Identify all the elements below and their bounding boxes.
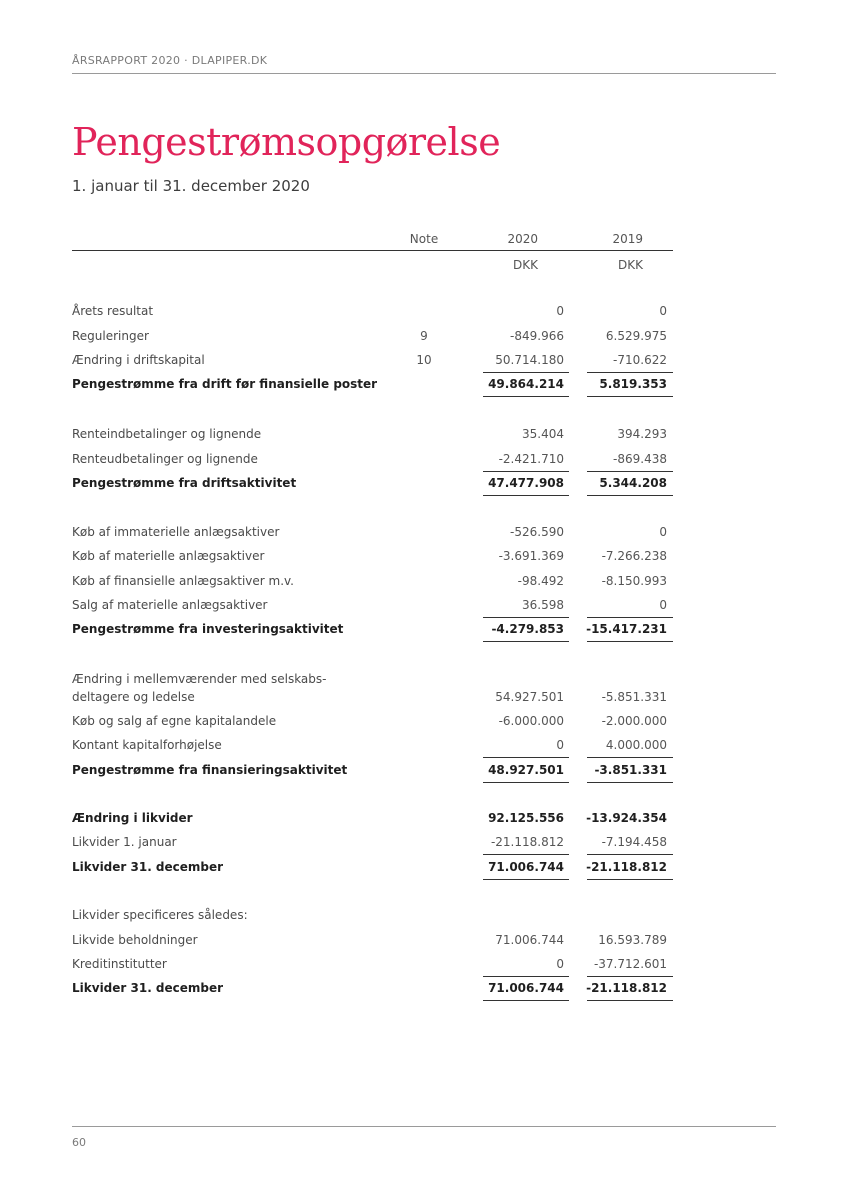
value-2020: 54.927.501: [495, 690, 564, 704]
table-row: [0, 714, 849, 730]
value-2019: 4.000.000: [605, 738, 667, 752]
value-2020: 71.006.744: [495, 933, 564, 947]
value-2019: -13.924.354: [586, 811, 667, 825]
row-label: Pengestrømme fra finansieringsaktivitet: [72, 763, 348, 777]
total-rule: [587, 1000, 673, 1001]
section-caption: [0, 908, 849, 924]
table-row: [0, 933, 849, 949]
footer-divider: [72, 1126, 776, 1127]
value-2019: -7.266.238: [601, 549, 667, 563]
value-2019: 394.293: [617, 427, 667, 441]
total-rule: [483, 782, 569, 783]
subtotal-rule: [587, 757, 673, 758]
subtotal-row: [0, 763, 849, 779]
value-2019: -8.150.993: [601, 574, 667, 588]
value-2019: 5.819.353: [599, 377, 667, 391]
row-label: Pengestrømme fra driftsaktivitet: [72, 476, 297, 490]
page-subtitle: 1. januar til 31. december 2020: [72, 177, 310, 195]
row-label: Pengestrømme fra investeringsaktivitet: [72, 622, 344, 636]
subtotal-rule: [587, 372, 673, 373]
table-row: [0, 304, 849, 320]
total-rule: [587, 782, 673, 783]
value-2020: 35.404: [522, 427, 564, 441]
total-rule: [483, 641, 569, 642]
table-row: [0, 353, 849, 369]
total-rule: [483, 879, 569, 880]
row-label: Renteudbetalinger og lignende: [72, 452, 258, 466]
page-number: 60: [72, 1136, 86, 1149]
value-2020: 0: [556, 304, 564, 318]
value-2020: 0: [556, 957, 564, 971]
subtotal-rule: [483, 854, 569, 855]
value-2020: -6.000.000: [498, 714, 564, 728]
row-label: Reguleringer: [72, 329, 149, 343]
row-note: 10: [416, 353, 432, 367]
row-label: Ændring i likvider: [72, 811, 193, 825]
subtotal-rule: [483, 471, 569, 472]
row-label: Kontant kapitalforhøjelse: [72, 738, 222, 752]
subtotal-rule: [483, 617, 569, 618]
total-rule: [483, 396, 569, 397]
table-row: [0, 598, 849, 614]
row-label: Årets resultat: [72, 304, 154, 318]
table-row: [0, 672, 849, 706]
value-2019: 0: [659, 304, 667, 318]
row-label: Likvider specificeres således:: [72, 908, 248, 922]
note-column-header: Note: [409, 232, 439, 246]
value-2020: -526.590: [510, 525, 564, 539]
value-2019: -5.851.331: [601, 690, 667, 704]
table-row: [0, 738, 849, 754]
row-label: Renteindbetalinger og lignende: [72, 427, 262, 441]
total-rule: [587, 879, 673, 880]
total-rule: [483, 495, 569, 496]
table-row: [0, 329, 849, 345]
table-row: [0, 549, 849, 565]
value-2020: -849.966: [510, 329, 564, 343]
row-label: Kreditinstitutter: [72, 957, 167, 971]
value-2020: 50.714.180: [495, 353, 564, 367]
row-label: Likvider 31. december: [72, 981, 224, 995]
value-2019: 16.593.789: [598, 933, 667, 947]
subtotal-row: [0, 981, 849, 997]
subtotal-row: [0, 377, 849, 393]
row-label: Likvider 31. december: [72, 860, 224, 874]
value-2020: 36.598: [522, 598, 564, 612]
value-2019: -21.118.812: [586, 860, 667, 874]
value-2019: 6.529.975: [605, 329, 667, 343]
row-label: Køb af finansielle anlægsaktiver m.v.: [72, 574, 294, 588]
row-label: Ændring i driftskapital: [72, 353, 205, 367]
subtotal-rule: [483, 757, 569, 758]
value-2020: -98.492: [517, 574, 564, 588]
value-2020: -21.118.812: [490, 835, 564, 849]
value-2019: -869.438: [613, 452, 667, 466]
value-2019: 5.344.208: [599, 476, 667, 490]
value-2019: -37.712.601: [593, 957, 667, 971]
value-2019: -21.118.812: [586, 981, 667, 995]
total-rule: [587, 641, 673, 642]
value-2020: 71.006.744: [488, 860, 564, 874]
value-2020: 48.927.501: [488, 763, 564, 777]
subtotal-rule: [587, 976, 673, 977]
value-2019: -2.000.000: [601, 714, 667, 728]
subtotal-rule: [587, 471, 673, 472]
subtotal-row: [0, 476, 849, 492]
row-label: Køb og salg af egne kapitalandele: [72, 714, 277, 728]
value-2019: -15.417.231: [586, 622, 667, 636]
subtotal-rule: [483, 372, 569, 373]
row-label: Køb af immaterielle anlægsaktiver: [72, 525, 280, 539]
row-label: Salg af materielle anlægsaktiver: [72, 598, 268, 612]
total-rule: [587, 495, 673, 496]
subtotal-row: [0, 811, 849, 827]
value-2020: -2.421.710: [498, 452, 564, 466]
table-row: [0, 452, 849, 468]
value-2020: 0: [556, 738, 564, 752]
subtotal-rule: [587, 854, 673, 855]
row-note: 9: [420, 329, 428, 343]
total-rule: [587, 396, 673, 397]
value-2019: -3.851.331: [594, 763, 667, 777]
value-2019: -7.194.458: [601, 835, 667, 849]
total-rule: [483, 1000, 569, 1001]
table-row: [0, 574, 849, 590]
value-2020: 47.477.908: [488, 476, 564, 490]
table-row: [0, 525, 849, 541]
value-2019: 0: [659, 525, 667, 539]
subtotal-rule: [587, 617, 673, 618]
value-2020: 71.006.744: [488, 981, 564, 995]
subtotal-row: [0, 622, 849, 638]
value-2020: -3.691.369: [498, 549, 564, 563]
row-label: Køb af materielle anlægsaktiver: [72, 549, 265, 563]
value-2020: -4.279.853: [491, 622, 564, 636]
subtotal-rule: [483, 976, 569, 977]
running-header: ÅRSRAPPORT 2020 · DLAPIPER.DK: [72, 54, 268, 67]
row-label-line1: Ændring i mellemværender med selskabs-: [72, 672, 327, 686]
value-2020: 92.125.556: [488, 811, 564, 825]
value-2019: 0: [659, 598, 667, 612]
table-row: [0, 835, 849, 851]
row-label: deltagere og ledelse: [72, 690, 195, 704]
subtotal-row: [0, 860, 849, 876]
table-row: [0, 427, 849, 443]
page-title: Pengestrømsopgørelse: [72, 120, 501, 164]
header-divider: [72, 73, 776, 74]
table-row: [0, 957, 849, 973]
table-header-rule: [72, 250, 673, 251]
row-label: Likvider 1. januar: [72, 835, 177, 849]
row-label: Pengestrømme fra drift før finansielle poster: [72, 377, 378, 391]
value-2020: 49.864.214: [488, 377, 564, 391]
value-2019: -710.622: [613, 353, 667, 367]
row-label: Likvide beholdninger: [72, 933, 198, 947]
